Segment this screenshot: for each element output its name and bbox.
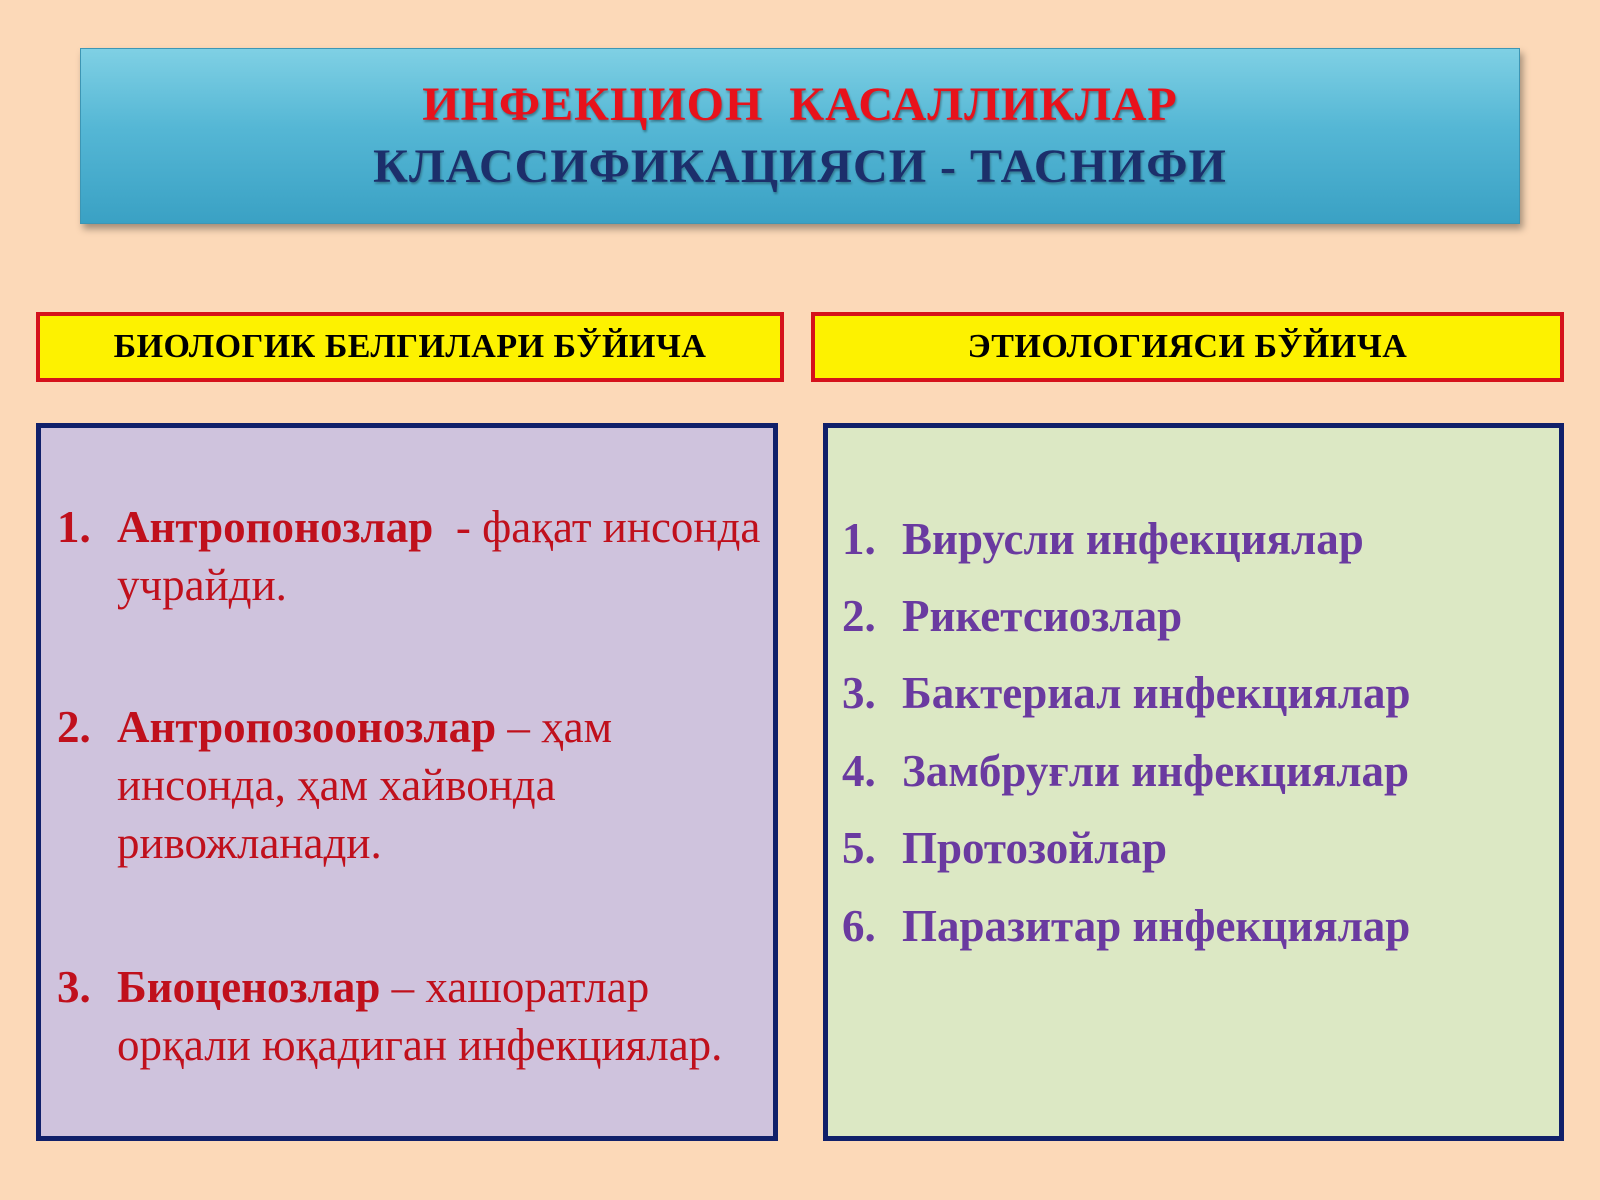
biological-panel <box>36 423 778 1141</box>
item-description: – ҳам инсонда, ҳам хайвонда ривожланади. <box>117 702 613 868</box>
category-etiology-header: ЭТИОЛОГИЯСИ БЎЙИЧА <box>811 312 1564 382</box>
item-text: Паразитар инфекциялар <box>902 901 1411 951</box>
etiology-item <box>842 587 1552 645</box>
item-term: Биоценозлар <box>117 962 381 1012</box>
item-number: 1. <box>842 514 876 564</box>
biological-item <box>57 958 767 1074</box>
item-number: 2. <box>57 702 91 752</box>
etiology-item <box>842 819 1552 877</box>
item-text: Рикетсиозлар <box>902 591 1183 641</box>
item-text: Замбруғли инфекциялар <box>902 746 1410 796</box>
item-number: 3. <box>57 962 91 1012</box>
item-number: 3. <box>842 668 876 718</box>
etiology-panel <box>823 423 1564 1141</box>
item-number: 4. <box>842 746 876 796</box>
title-subtitle: КЛАССИФИКАЦИЯСИ - ТАСНИФИ <box>373 140 1227 193</box>
item-term: Антропозоонозлар <box>117 702 497 752</box>
item-number: 1. <box>57 502 91 552</box>
item-text: Вирусли инфекциялар <box>902 514 1364 564</box>
item-text: Протозойлар <box>902 823 1167 873</box>
etiology-item <box>842 897 1552 955</box>
item-description: - фақат инсонда учрайди. <box>117 502 772 610</box>
item-text: Бактериал инфекциялар <box>902 668 1411 718</box>
category-biological-header: БИОЛОГИК БЕЛГИЛАРИ БЎЙИЧА <box>36 312 784 382</box>
item-term: Антропонозлар <box>117 502 434 552</box>
item-number: 6. <box>842 901 876 951</box>
biological-item <box>57 698 767 872</box>
biological-item <box>57 498 772 614</box>
etiology-item <box>842 664 1552 722</box>
title-main: ИНФЕКЦИОН КАСАЛЛИКЛАР <box>422 78 1178 131</box>
item-number: 5. <box>842 823 876 873</box>
item-description: – хашоратлар орқали юқадиган инфекциялар. <box>117 962 723 1070</box>
title-banner <box>80 48 1520 224</box>
etiology-item <box>842 510 1552 568</box>
etiology-item <box>842 742 1552 800</box>
item-number: 2. <box>842 591 876 641</box>
